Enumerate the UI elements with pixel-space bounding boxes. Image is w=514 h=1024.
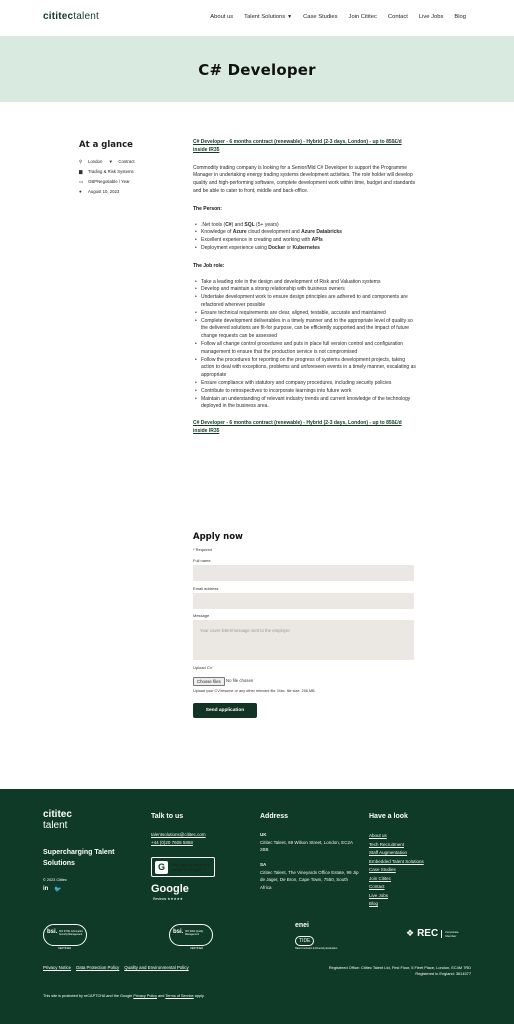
- glance-date: August 10, 2023: [88, 189, 120, 194]
- bsi-mark: bsi.: [173, 929, 184, 935]
- job-description: [193, 139, 416, 436]
- uk-label: UK: [260, 832, 267, 837]
- linkedin-icon[interactable]: in: [43, 886, 49, 892]
- recaptcha-post: apply.: [194, 994, 205, 998]
- full-name-input[interactable]: [193, 565, 414, 581]
- logo-light: talent: [73, 11, 99, 22]
- nav-join[interactable]: Join Cititec: [348, 14, 377, 20]
- footer-link-case[interactable]: Case Studies: [369, 867, 396, 872]
- enei-tide-badge: [295, 922, 338, 950]
- location-pin-icon: ⚲: [79, 159, 83, 164]
- no-file-text: No file chosen: [226, 678, 254, 683]
- glance-salary-row: [79, 177, 179, 187]
- money-icon: ▭: [79, 179, 84, 184]
- upload-label: Upload CV: [193, 665, 213, 670]
- footer-link-join[interactable]: Join Cititec: [369, 875, 392, 881]
- glance-sector: Trading & Risk Systems: [88, 169, 134, 174]
- legal-links: [43, 965, 189, 970]
- job-footer-link[interactable]: C# Developer - 6 months contract (renewable) - Hybrid (2-3 days, London) - up to 850£/d inside IR35: [193, 420, 402, 434]
- footer-copyright: © 2023 Cititec: [43, 878, 67, 882]
- briefcase-icon: ▆: [79, 169, 83, 174]
- glance-location-row: [79, 157, 179, 167]
- chevron-down-icon: ▼: [287, 14, 293, 20]
- at-a-glance: [79, 140, 179, 197]
- footer-tagline: Supercharging Talent Solutions: [43, 849, 115, 867]
- rec-badge: [406, 928, 465, 939]
- talk-contact: [151, 831, 206, 846]
- footer-link-contact[interactable]: Contact: [369, 884, 385, 889]
- google-badge-text: Click here to leave us a review on Google!: [172, 863, 210, 872]
- bsi-text: ISO 9001 Quality Management: [185, 930, 204, 936]
- rec-mark: REC: [417, 928, 439, 939]
- footer-phone-link[interactable]: +44 (0)20 7608 5858: [151, 839, 193, 845]
- footer-link-staff[interactable]: Staff Augmentation: [369, 850, 407, 855]
- message-textarea[interactable]: [193, 620, 414, 660]
- choose-files-button[interactable]: Choose files: [193, 677, 225, 686]
- nav-live-jobs[interactable]: Live Jobs: [418, 14, 444, 20]
- message-label: Message: [193, 613, 210, 618]
- recaptcha-terms-link[interactable]: Terms of Service: [165, 994, 194, 998]
- list-item: • Deployment experience using Docker or Kubernetes: [193, 245, 416, 253]
- list-item: • Ensure compliance with statutory and company procedures, including security policies: [193, 380, 416, 388]
- bsi-mark: bsi.: [47, 929, 58, 935]
- list-item: • .Net tools (C#) and SQL (5+ years): [193, 222, 416, 230]
- required-note: * Required: [193, 547, 212, 552]
- recaptcha-and: and: [158, 994, 165, 998]
- glance-sector-row: [79, 167, 179, 177]
- list-item: • Follow the procedures for reporting on the progress of systems development projects, taking action to deal with exceptions, problems and unforeseen events in a timely manner, escalating as appropriate: [193, 357, 416, 380]
- reg-line-1: Registered Office: Cititec Talent Ltd, First Floor, 5 Fleet Place, London, EC4M 7RD: [328, 965, 471, 970]
- person-list: [193, 222, 416, 253]
- job-intro: Commodity trading company is looking for a Senior/Mid C# Developer to support the Programme Manager in undertaking energy trading systems development activities. The role holder will develop quality and high-performing software, complete development work within time, budget and standards and be able to cater to front, middle and back-office.: [193, 164, 416, 194]
- social-links: [43, 886, 62, 893]
- footer-logo-light: talent: [43, 820, 68, 831]
- logo[interactable]: [43, 11, 99, 22]
- recaptcha-privacy-link[interactable]: Privacy Policy: [133, 994, 157, 998]
- recaptcha-note: [43, 994, 205, 998]
- apply-title: Apply now: [193, 532, 243, 542]
- list-item: • Develop and maintain a strong relationship with business owners: [193, 286, 416, 294]
- message-placeholder: Your cover letter/message sent to the employer: [200, 628, 290, 633]
- glance-title: At a glance: [79, 140, 133, 150]
- footer-link-jobs[interactable]: Live Jobs: [369, 892, 389, 898]
- glance-date-row: [79, 187, 179, 197]
- google-reviews-sub: Reviews ★★★★★: [153, 897, 183, 901]
- role-list: [193, 279, 416, 412]
- rec-sub: Corporate Member: [441, 930, 465, 938]
- heart-icon: ♥: [109, 159, 113, 164]
- nav-talent-solutions[interactable]: [244, 14, 292, 20]
- list-item: • Excellent experience in creating and working with APIs: [193, 237, 416, 245]
- footer-link-tech[interactable]: Tech Recruitment: [369, 841, 405, 847]
- reg-line-2: Registered in England: 3614377: [415, 971, 471, 976]
- full-name-label: Full name: [193, 558, 211, 563]
- nav-talent-label: Talent Solutions: [244, 14, 286, 20]
- page-title: C# Developer: [198, 61, 316, 79]
- footer-link-blog[interactable]: Blog: [369, 901, 379, 906]
- list-item: • Complete development deliverables in a timely manner and to the appropriate level of quality so the delivered solutions are fit-for purpose, can be efficiently supported and the impact of future change requests can be assessed: [193, 318, 416, 341]
- footer-email-link[interactable]: talentsolutions@cititec.com: [151, 832, 206, 837]
- data-protection-link[interactable]: Data Protection Policy: [76, 965, 120, 970]
- list-item: • Knowledge of Azure cloud development and Azure Databricks: [193, 229, 416, 237]
- bsi-badge-2: [169, 924, 213, 946]
- look-title: Have a look: [369, 813, 408, 820]
- hero-banner: [0, 36, 514, 102]
- person-heading: The Person:: [193, 205, 222, 212]
- logo-main: cititec: [43, 11, 74, 22]
- privacy-notice-link[interactable]: Privacy Notice: [43, 965, 72, 970]
- email-input[interactable]: [193, 593, 414, 609]
- nav-about[interactable]: About us: [210, 14, 234, 20]
- job-headline-link[interactable]: C# Developer - 6 months contract (renewable) - Hybrid (2-3 days, London) - up to 850£/d inside IR35: [193, 139, 402, 153]
- upload-hint: Upload your CV/resume or any other relevant file. Max. file size: 256 MB.: [193, 689, 316, 693]
- address-block: [260, 831, 360, 891]
- role-heading: The Job role:: [193, 262, 225, 269]
- site-header: [0, 0, 514, 36]
- talk-title: Talk to us: [151, 813, 184, 820]
- registration-info: [329, 965, 471, 977]
- list-item: • Take a leading role in the design and development of Risk and Valuation systems: [193, 279, 416, 287]
- list-item: • Maintain an understanding of relevant industry trends and current knowledge of the technology deployed in the business area.: [193, 396, 416, 412]
- list-item: • Follow all change control procedures and puts in place full version control and configuration management to ensure that the production service is not compromised: [193, 341, 416, 357]
- apply-form: [193, 532, 416, 713]
- footer-link-about[interactable]: About us: [369, 833, 387, 838]
- twitter-icon[interactable]: 🐦: [54, 887, 62, 893]
- list-item: • Contribute to retrospectives to incorporate learnings into future work: [193, 388, 416, 396]
- footer-logo-main: cititec: [43, 809, 72, 820]
- bsi-sub-1: CERTIFIED: [58, 947, 72, 950]
- bsi-badge-1: [43, 924, 87, 946]
- glance-contract: Contract: [118, 159, 135, 164]
- google-g-icon: G: [155, 861, 168, 874]
- main-nav: [210, 14, 466, 20]
- recaptcha-pre: This site is protected by reCAPTCHA and the Google: [43, 994, 133, 998]
- site-footer: [0, 789, 514, 1024]
- glance-salary: GBPNegotiable / Year: [88, 179, 130, 184]
- clock-icon: ●: [79, 189, 82, 194]
- enei-mark: enei: [295, 922, 310, 929]
- footer-logo[interactable]: [43, 809, 72, 831]
- nav-contact[interactable]: Contact: [387, 14, 408, 20]
- send-application-button[interactable]: Send application: [193, 703, 257, 718]
- uk-address: Cititec Talent, 69 Wilson Street, London, EC2A 2BB: [260, 839, 353, 852]
- tide-mark: TIDE: [295, 936, 314, 946]
- nav-case-studies[interactable]: Case Studies: [303, 14, 338, 20]
- tide-text: Talent Inclusion & Diversity Evaluation: [295, 947, 338, 950]
- look-links: [369, 832, 424, 909]
- quality-policy-link[interactable]: Quality and Environmental Policy: [124, 965, 189, 970]
- google-reviews-logo: Google: [151, 883, 189, 895]
- bsi-sub-2: CERTIFIED: [190, 947, 204, 950]
- list-item: • Ensure technical requirements are clear, aligned, testable, accurate and maintained: [193, 310, 416, 318]
- address-title: Address: [260, 813, 289, 820]
- glance-location: London: [88, 159, 103, 164]
- sa-address: Cititec Talent, The Vineyards Office Estate, 99 Jip de Jager, De Bron, Cape Town, 7550, South Africa: [260, 869, 359, 890]
- list-item: • Undertake development work to ensure design principles are adhered to and components are refactored wherever possible: [193, 294, 416, 310]
- email-label: Email address: [193, 586, 219, 591]
- sa-label: SA: [260, 862, 267, 867]
- rec-logo-icon: ❖: [406, 928, 415, 938]
- bsi-text: ISO 27001 Information Security Management: [59, 930, 84, 936]
- footer-link-embedded[interactable]: Embedded Talent Solutions: [369, 858, 424, 864]
- nav-blog[interactable]: Blog: [454, 14, 466, 20]
- google-review-badge[interactable]: [151, 857, 215, 877]
